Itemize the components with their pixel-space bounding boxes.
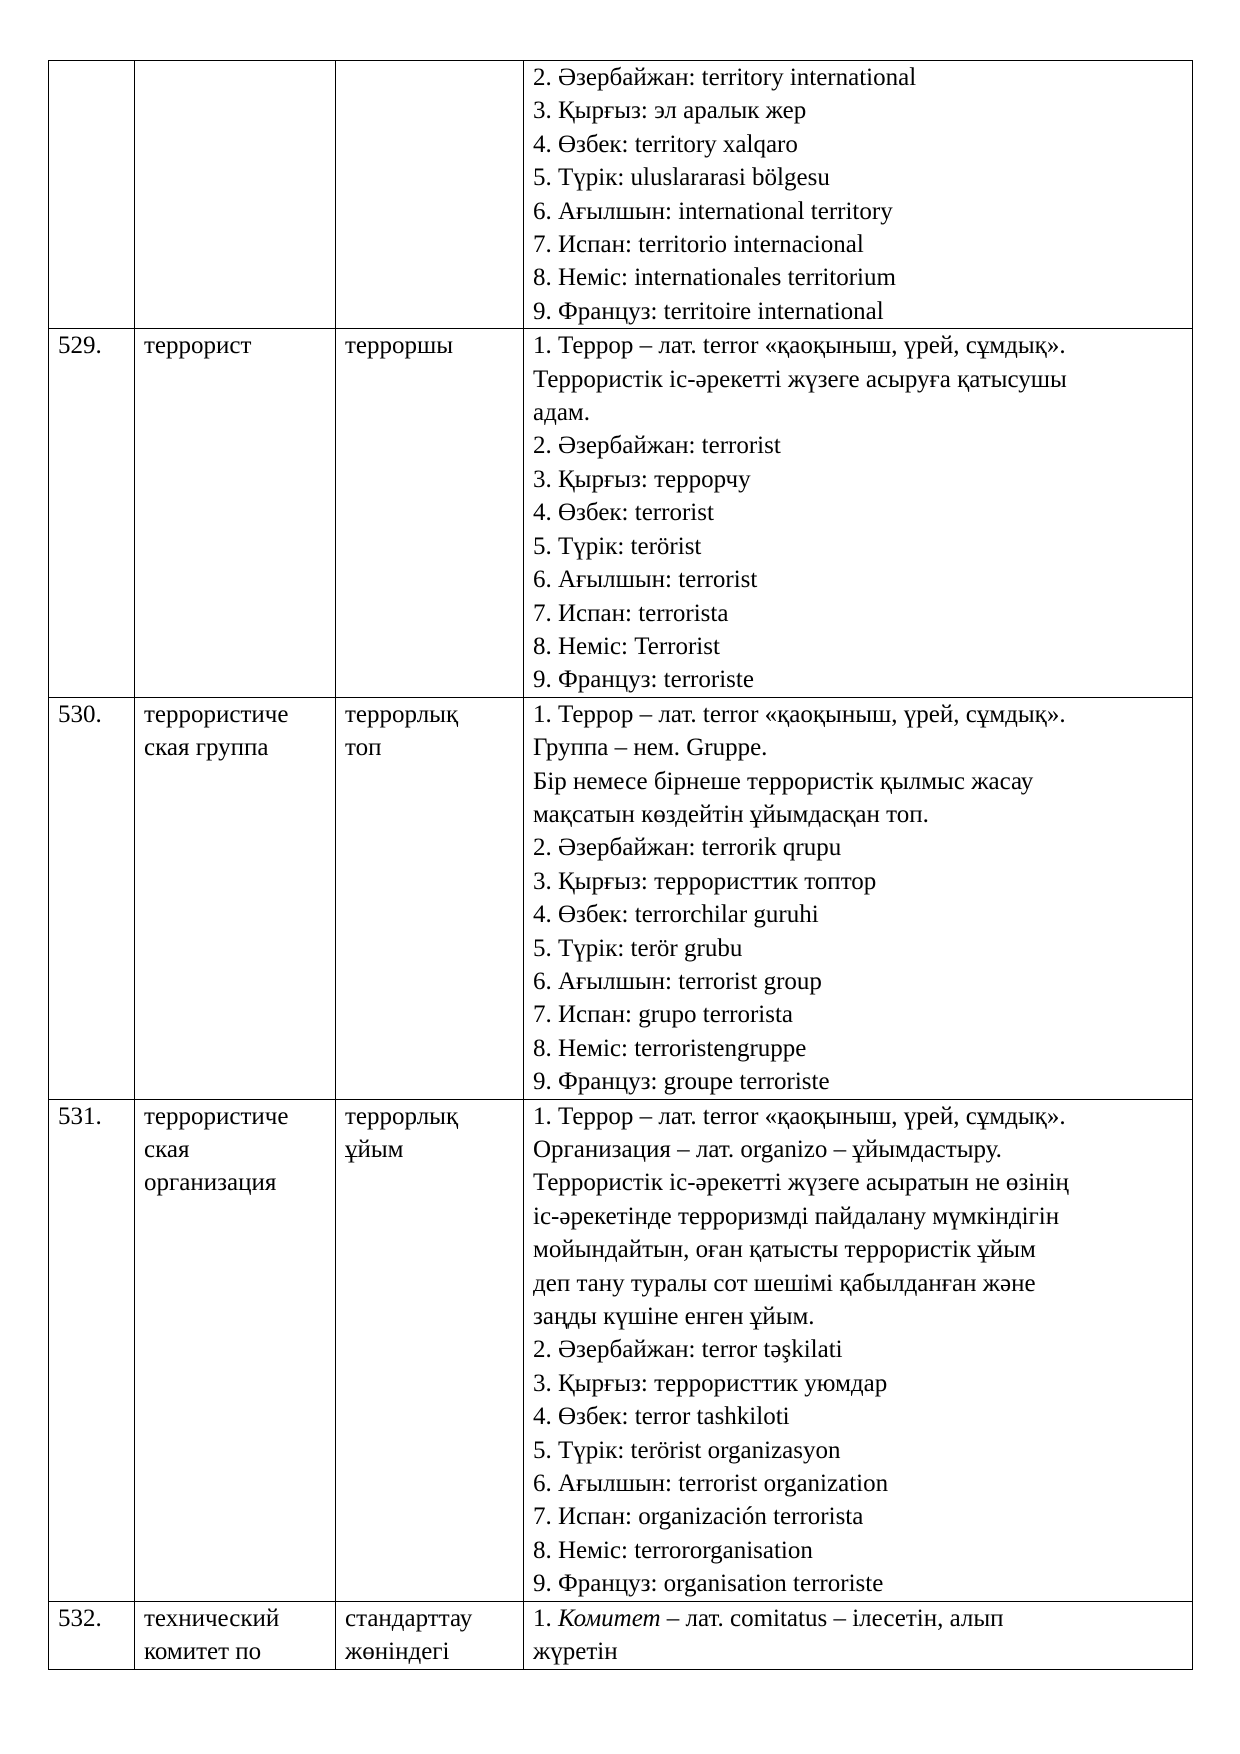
description-line: Террористік іс-әрекетті жүзеге асыратын не өзінің: [533, 1169, 1069, 1197]
italic-term: Комитет: [558, 1604, 661, 1632]
description-line: 4. Өзбек: terrorist: [533, 499, 714, 527]
description-line: 7. Испан: terrorista: [533, 599, 729, 627]
description-line: 2. Әзербайжан: terror təşkilati: [533, 1336, 843, 1364]
description-line: 5. Түрік: terör grubu: [533, 934, 743, 962]
description-line: 8. Неміс: terrororganisation: [533, 1536, 813, 1564]
description-line: 5. Түрік: terörist organizasyon: [533, 1436, 841, 1464]
term-description: [524, 697, 1193, 1099]
description-line: 8. Неміс: internationales territorium: [533, 264, 896, 292]
description-line: іс-әрекетінде терроризмді пайдалану мүмкіндігін: [533, 1202, 1060, 1230]
description-line: Организация – лат. organizo – ұйымдастыру.: [533, 1136, 1002, 1163]
description-line: 9. Француз: organisation terroriste: [533, 1570, 884, 1598]
description-line: 7. Испан: territorio internacional: [533, 231, 864, 259]
russian-term: террористиче ская организация: [135, 1099, 336, 1601]
description-line: 8. Неміс: Terrorist: [533, 632, 720, 660]
description-line: 1. Террор – лат. terror «қаоқыныш, үрей, сұмдық».: [533, 1102, 1066, 1130]
description-line: 5. Түрік: uluslararasi bölgesu: [533, 164, 830, 192]
description-line: 8. Неміс: terroristengruppe: [533, 1034, 807, 1062]
description-line: 4. Өзбек: terrorchilar guruhi: [533, 901, 819, 929]
description-line: 7. Испан: grupo terrorista: [533, 1001, 794, 1029]
table-row: [49, 1099, 1193, 1601]
term-description: [524, 61, 1193, 329]
description-line: заңды күшіне енген ұйым.: [533, 1303, 815, 1331]
description-line: 2. Әзербайжан: terrorist: [533, 432, 781, 460]
description-line: 6. Ағылшын: terrorist group: [533, 967, 822, 995]
entry-number: 531.: [49, 1099, 135, 1601]
entry-number: [49, 61, 135, 329]
description-line: 7. Испан: organización terrorista: [533, 1503, 864, 1531]
term-description: [524, 1099, 1193, 1601]
line-prefix: 1.: [533, 1604, 558, 1632]
description-line: 6. Ағылшын: international territory: [533, 197, 893, 225]
description-line: Бір немесе бірнеше террористік қылмыс жасау: [533, 767, 1034, 795]
document-page: [48, 60, 1192, 1670]
kazakh-term: террорлық ұйым: [336, 1099, 524, 1601]
term-description: [524, 329, 1193, 697]
table-row: [49, 329, 1193, 697]
description-line: 6. Ағылшын: terrorist organization: [533, 1470, 889, 1498]
entry-number: 529.: [49, 329, 135, 697]
description-line: 1. Террор – лат. terror «қаоқыныш, үрей, сұмдық».: [533, 700, 1066, 728]
description-line: 2. Әзербайжан: territory international: [533, 64, 917, 91]
kazakh-term: [336, 61, 524, 329]
description-line: 2. Әзербайжан: terrorik qrupu: [533, 834, 842, 862]
line-rest: – лат. comitatus – ілесетін, алып: [660, 1604, 1004, 1632]
entry-number: 532.: [49, 1601, 135, 1669]
description-line: 9. Француз: territoire international: [533, 297, 884, 325]
description-line: 3. Қырғыз: эл аралык жер: [533, 97, 807, 125]
description-line: 4. Өзбек: territory xalqaro: [533, 130, 798, 158]
russian-term: технический комитет по: [135, 1601, 336, 1669]
description-line: 9. Француз: groupe terroriste: [533, 1068, 830, 1096]
description-line: 3. Қырғыз: террористтик топтор: [533, 867, 877, 895]
russian-term: [135, 61, 336, 329]
description-line: деп тану туралы сот шешімі қабылданған және: [533, 1269, 1036, 1297]
entry-number: 530.: [49, 697, 135, 1099]
description-line: 3. Қырғыз: террорчу: [533, 465, 751, 493]
russian-term: террорист: [135, 329, 336, 697]
russian-term: террористиче ская группа: [135, 697, 336, 1099]
description-line: мойындайтын, оған қатысты террористік ұйым: [533, 1236, 1036, 1264]
description-line: Группа – нем. Gruppe.: [533, 734, 768, 762]
description-line: 3. Қырғыз: террористтик уюмдар: [533, 1369, 888, 1397]
table-row: [49, 697, 1193, 1099]
description-line: адам.: [533, 399, 590, 427]
description-line: жүретін: [533, 1638, 618, 1666]
term-description: [524, 1601, 1193, 1669]
kazakh-term: стандарттау жөніндегі: [336, 1601, 524, 1669]
description-line: 5. Түрік: terörist: [533, 532, 702, 560]
table-row: [49, 61, 1193, 329]
table-row: [49, 1601, 1193, 1669]
description-line: 4. Өзбек: terror tashkiloti: [533, 1403, 790, 1431]
description-line: Террористік іс-әрекетті жүзеге асыруға қатысушы: [533, 365, 1067, 393]
description-line: мақсатын көздейтін ұйымдасқан топ.: [533, 800, 929, 828]
glossary-table: [48, 60, 1193, 1670]
description-line: 9. Француз: terroriste: [533, 666, 754, 694]
kazakh-term: террорлық топ: [336, 697, 524, 1099]
description-line: 1. Террор – лат. terror «қаоқыныш, үрей, сұмдық».: [533, 332, 1066, 360]
description-line: 6. Ағылшын: terrorist: [533, 566, 758, 594]
kazakh-term: терроршы: [336, 329, 524, 697]
description-line: [533, 1602, 1184, 1635]
